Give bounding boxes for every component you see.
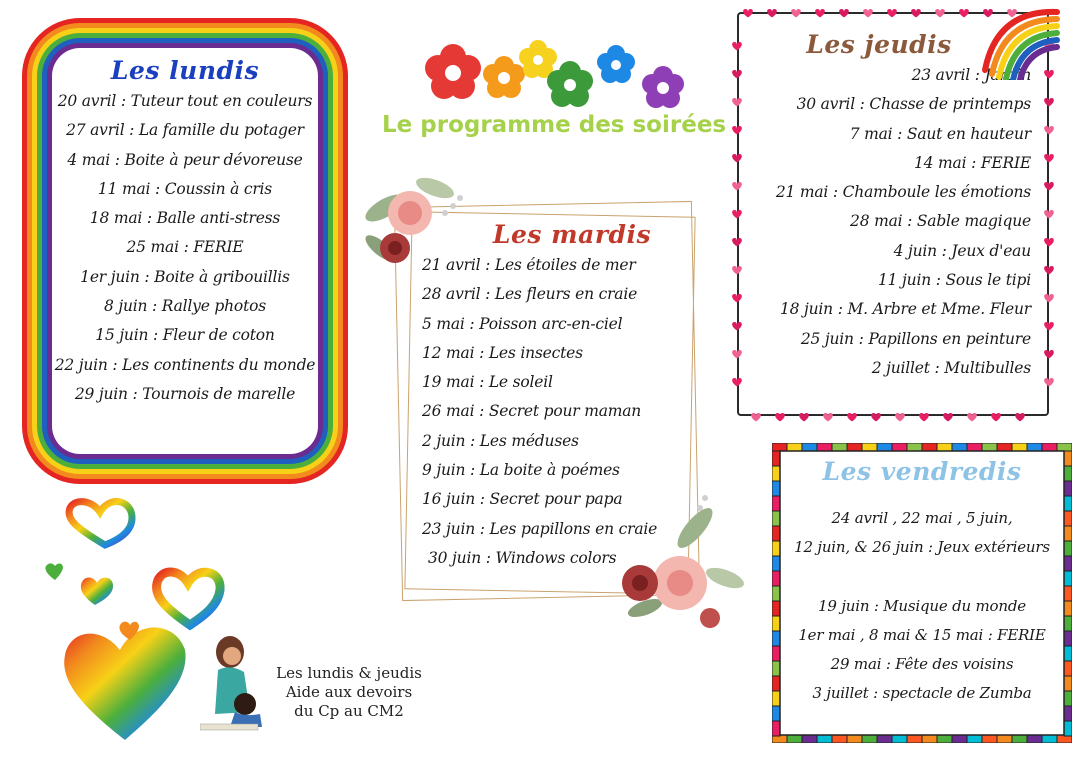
heart-icon: [799, 413, 809, 421]
list-item: 21 mai : Chamboule les émotions: [775, 183, 1031, 202]
heart-icon: [1044, 182, 1054, 190]
heart-icon: [732, 70, 742, 78]
border-tile: [997, 735, 1012, 743]
list-item: 25 juin : Papillons en peinture: [800, 329, 1031, 348]
list-item: 25 mai : FERIE: [126, 238, 244, 257]
border-tile: [1027, 443, 1042, 451]
flowers-decoration: [380, 40, 730, 115]
border-tile: [1064, 691, 1072, 706]
list-item: 9 juin : La boite à poémes: [422, 461, 620, 480]
heart-icon: [911, 9, 921, 17]
list-item: 30 juin : Windows colors: [428, 548, 617, 567]
heart-icon: [871, 413, 881, 421]
lundis-list: [52, 87, 318, 409]
border-tile: [952, 443, 967, 451]
list-item: 1er juin : Boite à gribouillis: [80, 267, 290, 286]
heart-icon: [895, 413, 905, 421]
heart-icon: [732, 182, 742, 190]
border-tile: [1064, 646, 1072, 661]
border-tile: [817, 443, 832, 451]
heart-icon: [839, 9, 849, 17]
list-item: 11 mai : Coussin à cris: [97, 179, 273, 198]
floral-bouquet-icon: [585, 488, 745, 638]
heart-icon: [1044, 378, 1054, 386]
list-item: 8 juin : Rallye photos: [104, 297, 266, 316]
heart-icon: [732, 126, 742, 134]
heart-icon: [81, 578, 113, 605]
border-tile: [772, 646, 780, 661]
border-tile: [997, 443, 1012, 451]
heart-icon: [775, 413, 785, 421]
border-tile: [1064, 466, 1072, 481]
lundis-panel: [22, 18, 348, 484]
list-item: 4 juin : Jeux d'eau: [893, 241, 1031, 260]
rainbow-icon: [977, 0, 1067, 80]
border-tile: [862, 735, 877, 743]
list-item: 5 mai : Poisson arc-en-ciel: [422, 314, 623, 333]
list-item: 28 avril : Les fleurs en craie: [422, 285, 638, 304]
lundis-title: Les lundis: [110, 56, 260, 85]
border-tile: [772, 586, 780, 601]
jeudis-content: [747, 30, 1031, 383]
heart-icon: [1044, 266, 1054, 274]
border-tile: [772, 496, 780, 511]
border-tile: [772, 466, 780, 481]
list-item: 18 mai : Balle anti-stress: [89, 209, 281, 228]
border-tile: [922, 443, 937, 451]
list-item: 19 mai : Le soleil: [422, 373, 553, 392]
vendredis-content: [782, 457, 1062, 709]
border-tile: [922, 735, 937, 743]
heart-icon: [1044, 238, 1054, 246]
heart-icon: [959, 9, 969, 17]
border-tile: [982, 735, 997, 743]
heart-icon: [823, 413, 833, 421]
flower-icon: [597, 45, 635, 83]
list-item: 2 juin : Les méduses: [422, 431, 579, 450]
border-tile: [1064, 451, 1072, 466]
border-tile: [877, 735, 892, 743]
flower-icon: [483, 56, 525, 98]
list-item: 12 mai : Les insectes: [422, 343, 583, 362]
heart-icon: [1044, 126, 1054, 134]
border-tile: [772, 721, 780, 736]
border-tile: [1064, 526, 1072, 541]
heart-icon: [732, 322, 742, 330]
border-tile: [772, 601, 780, 616]
heart-icon: [157, 572, 221, 625]
border-tile: [832, 443, 847, 451]
border-tile: [907, 735, 922, 743]
list-item: 30 avril : Chasse de printemps: [796, 95, 1031, 114]
list-item: 18 juin : M. Arbre et Mme. Fleur: [779, 300, 1031, 319]
reading-illustration: [200, 632, 270, 732]
list-item: 7 mai : Saut en hauteur: [849, 124, 1031, 143]
heart-icon: [732, 98, 742, 106]
border-tile: [772, 691, 780, 706]
border-tile: [1064, 496, 1072, 511]
list-item: 29 juin : Tournois de marelle: [74, 384, 296, 403]
border-tile: [772, 631, 780, 646]
border-tile: [952, 735, 967, 743]
border-tile: [817, 735, 832, 743]
border-tile: [847, 735, 862, 743]
border-tile: [862, 443, 877, 451]
vendredis-list: [782, 504, 1062, 709]
border-tile: [892, 443, 907, 451]
border-tile: [1057, 443, 1072, 451]
list-item: 15 juin : Fleur de coton: [95, 326, 275, 345]
homework-line-2: Aide aux devoirs: [285, 683, 413, 701]
header: [380, 40, 730, 140]
lundis-content: [52, 48, 318, 448]
heart-icon: [887, 9, 897, 17]
jeudis-list: [747, 61, 1031, 383]
heart-icon: [732, 294, 742, 302]
heart-icon: [732, 266, 742, 274]
list-item: [782, 563, 1062, 592]
border-tile: [772, 616, 780, 631]
list-item: 23 avril : Jardin: [911, 66, 1031, 84]
heart-icon: [847, 413, 857, 421]
border-tile: [1042, 443, 1057, 451]
heart-icon: [732, 154, 742, 162]
border-tile: [1064, 586, 1072, 601]
border-tile: [772, 443, 787, 451]
heart-icon: [1044, 322, 1054, 330]
homework-line-1: Les lundis & jeudis: [276, 664, 422, 682]
flower-icon: [547, 61, 593, 107]
border-tile: [907, 443, 922, 451]
list-item: 21 avril : Les étoiles de mer: [422, 256, 636, 274]
border-tile: [1064, 721, 1072, 736]
vendredis-panel: [772, 443, 1072, 743]
border-tile: [1012, 443, 1027, 451]
border-tile: [937, 735, 952, 743]
list-item: 23 juin : Les papillons en craie: [422, 519, 658, 538]
border-tile: [1064, 676, 1072, 691]
list-item: 3 juillet : spectacle de Zumba: [812, 684, 1032, 703]
border-tile: [1012, 735, 1027, 743]
list-item: 12 juin, & 26 juin : Jeux extérieurs: [794, 538, 1050, 557]
border-tile: [772, 526, 780, 541]
border-tile: [787, 443, 802, 451]
homework-note: [264, 664, 434, 721]
border-tile: [1027, 735, 1042, 743]
border-tile: [772, 451, 780, 466]
list-item: 19 juin : Musique du monde: [818, 596, 1026, 615]
border-tile: [982, 443, 997, 451]
border-tile: [772, 541, 780, 556]
list-item: 24 avril , 22 mai , 5 juin,: [831, 509, 1013, 527]
list-item: 11 juin : Sous le tipi: [878, 271, 1031, 290]
list-item: 2 juillet : Multibulles: [871, 358, 1031, 377]
heart-icon: [919, 413, 929, 421]
heart-icon: [45, 563, 63, 580]
border-tile: [1064, 541, 1072, 556]
heart-icon: [1015, 413, 1025, 421]
heart-icon: [815, 9, 825, 17]
border-tile: [787, 735, 802, 743]
heart-icon: [1044, 350, 1054, 358]
border-tile: [1064, 511, 1072, 526]
heart-icon: [967, 413, 977, 421]
heart-icon: [1044, 98, 1054, 106]
border-tile: [1064, 571, 1072, 586]
heart-icon: [935, 9, 945, 17]
jeudis-title: Les jeudis: [806, 30, 952, 59]
heart-icon: [1044, 294, 1054, 302]
vendredis-title: Les vendredis: [822, 457, 1022, 486]
list-item: 29 mai : Fête des voisins: [830, 655, 1014, 674]
list-item: 4 mai : Boite à peur dévoreuse: [67, 150, 303, 169]
border-tile: [967, 443, 982, 451]
heart-icon: [732, 210, 742, 218]
heart-icon: [743, 9, 753, 17]
flower-icon: [425, 44, 481, 99]
heart-icon: [732, 350, 742, 358]
heart-icon: [1044, 210, 1054, 218]
heart-icon: [791, 9, 801, 17]
border-tile: [772, 481, 780, 496]
border-tile: [877, 443, 892, 451]
homework-line-3: du Cp au CM2: [294, 702, 404, 720]
border-tile: [1064, 481, 1072, 496]
mardis-panel: [390, 198, 710, 610]
border-tile: [1064, 631, 1072, 646]
list-item: 1er mai , 8 mai & 15 mai : FERIE: [798, 625, 1046, 644]
border-tile: [772, 511, 780, 526]
border-tile: [802, 735, 817, 743]
list-item: 22 juin : Les continents du monde: [54, 355, 316, 374]
border-tile: [832, 735, 847, 743]
border-tile: [772, 661, 780, 676]
border-tile: [1064, 706, 1072, 721]
heart-icon: [69, 502, 132, 545]
list-item: 16 juin : Secret pour papa: [422, 490, 623, 509]
heart-icon: [767, 9, 777, 17]
heart-icon: [991, 413, 1001, 421]
border-tile: [1064, 661, 1072, 676]
flower-icon: [642, 66, 684, 108]
heart-icon: [732, 378, 742, 386]
heart-icon: [1044, 154, 1054, 162]
border-tile: [802, 443, 817, 451]
border-tile: [772, 706, 780, 721]
border-tile: [1064, 556, 1072, 571]
border-tile: [1064, 616, 1072, 631]
heart-icon: [943, 413, 953, 421]
border-tile: [1042, 735, 1057, 743]
border-tile: [892, 735, 907, 743]
heart-icon: [751, 413, 761, 421]
list-item: 28 mai : Sable magique: [850, 212, 1031, 231]
heart-icon: [863, 9, 873, 17]
border-tile: [772, 556, 780, 571]
program-title: Le programme des soirées: [382, 112, 727, 138]
jeudis-panel: [737, 12, 1049, 416]
border-tile: [967, 735, 982, 743]
border-tile: [772, 571, 780, 586]
list-item: 27 avril : La famille du potager: [66, 121, 304, 140]
border-tile: [772, 676, 780, 691]
floral-bouquet-icon: [355, 158, 485, 278]
mardis-title: Les mardis: [492, 220, 652, 249]
heart-icon: [64, 628, 185, 741]
list-item: 26 mai : Secret pour maman: [422, 402, 642, 421]
list-item: 14 mai : FERIE: [914, 153, 1031, 172]
heart-icon: [732, 238, 742, 246]
border-tile: [1064, 601, 1072, 616]
list-item: 20 avril : Tuteur tout en couleurs: [57, 92, 313, 110]
border-tile: [847, 443, 862, 451]
border-tile: [937, 443, 952, 451]
